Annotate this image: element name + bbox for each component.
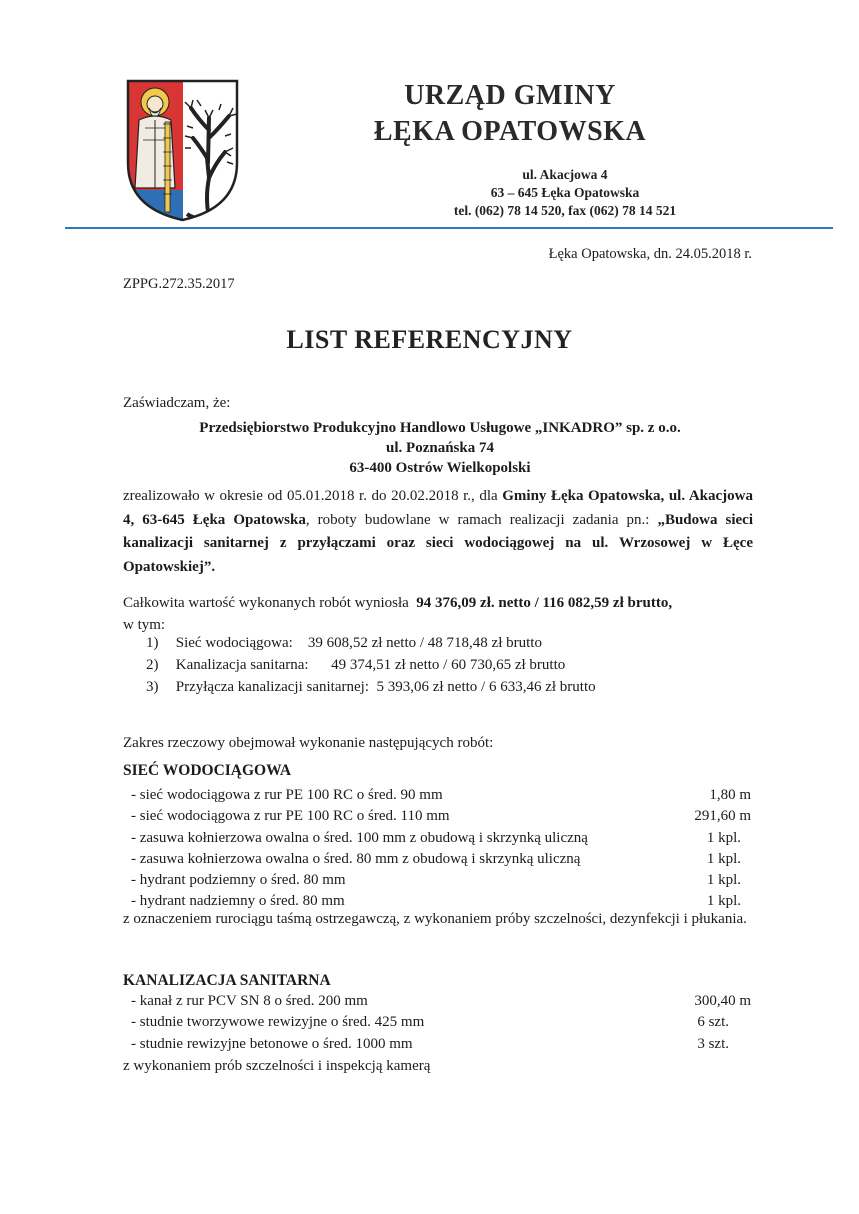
address-postal: 63 – 645 Łęka Opatowska (490, 185, 640, 200)
company-city: 63-400 Ostrów Wielkopolski (349, 460, 531, 476)
list-item (146, 654, 596, 676)
address-contact: tel. (062) 78 14 520, fax (062) 78 14 521 (453, 203, 677, 218)
item-quantity: 1 kpl. (706, 829, 741, 846)
list-item (131, 870, 751, 891)
item-label: - hydrant podziemny o śred. 80 mm (131, 872, 346, 889)
total-sub: w tym: (123, 617, 166, 633)
item-label: - studnie rewizyjne betonowe o śred. 1000 mm (131, 1035, 413, 1052)
address-street: ul. Akacjowa 4 (522, 167, 608, 182)
breakdown-label: Kanalizacja sanitarna: (175, 657, 309, 673)
sewer-items-list (131, 991, 751, 1055)
item-label: - studnie tworzywowe rewizyjne o śred. 425 mm (131, 1014, 425, 1031)
total-value-block (123, 592, 753, 636)
water-section-note: z oznaczeniem rurociągu taśmą ostrzegawczą, z wykonaniem próby szczelności, dezynfekcji i płukania. (123, 911, 747, 927)
item-label: - zasuwa kołnierzowa owalna o śred. 80 mm z obudową i skrzynką uliczną (131, 850, 581, 867)
company-block (160, 418, 720, 478)
water-section-title: SIEĆ WODOCIĄGOWA (123, 762, 292, 779)
breakdown-label: Przyłącza kanalizacji sanitarnej: (175, 679, 369, 695)
body-task-name: „Budowa sieci kanalizacji sanitarnej z przyłączami oraz sieci wodociągowej na ul. Wrzosowej w Łęce Opatowskiej”. (123, 511, 753, 575)
item-label: - sieć wodociągowa z rur PE 100 RC o śred. 90 mm (131, 787, 443, 803)
list-number: 3) (146, 679, 159, 695)
body-client: Gminy Łęka Opatowska, ul. Akacjowa 4, 63-645 Łęka Opatowska (123, 488, 753, 528)
list-item (131, 785, 751, 806)
org-name-line1: URZĄD GMINY (404, 80, 616, 111)
list-item (146, 632, 596, 654)
company-name: Przedsiębiorstwo Produkcyjno Handlowo Usługowe „INKADRO” sp. z o.o. (199, 420, 681, 436)
body-text-2: , roboty budowlane w ramach realizacji zadania pn.: (305, 511, 658, 528)
item-quantity: 6 szt. (697, 1014, 729, 1031)
org-name-line2: ŁĘKA OPATOWSKA (373, 116, 647, 147)
water-items-list (131, 785, 751, 913)
scope-intro: Zakres rzeczowy obejmował wykonanie następujących robót: (123, 735, 494, 751)
list-item (131, 1034, 751, 1055)
item-quantity: 291,60 m (694, 808, 751, 825)
list-item (131, 991, 751, 1012)
company-street: ul. Poznańska 74 (386, 440, 494, 456)
list-item (131, 1012, 751, 1033)
document-title: LIST REFERENCYJNY (286, 325, 573, 354)
item-quantity: 3 szt. (697, 1035, 729, 1052)
header-divider (65, 227, 833, 229)
total-label: Całkowita wartość wykonanych robót wyniosła (123, 595, 409, 611)
sewer-section-note: z wykonaniem prób szczelności i inspekcją kamerą (123, 1058, 431, 1074)
breakdown-value: 39 608,52 zł netto / 48 718,48 zł brutto (307, 635, 542, 651)
sewer-section-title: KANALIZACJA SANITARNA (123, 972, 331, 989)
breakdown-value: 5 393,06 zł netto / 6 633,46 zł brutto (376, 679, 596, 695)
list-item (131, 828, 751, 849)
coat-of-arms-logo (125, 78, 240, 223)
list-number: 2) (146, 657, 159, 673)
item-quantity: 1 kpl. (706, 850, 741, 867)
intro-text: Zaświadczam, że: (123, 395, 231, 411)
total-value: 94 376,09 zł. netto / 116 082,59 zł brutto, (416, 595, 673, 611)
item-quantity: 300,40 m (694, 993, 751, 1009)
item-label: - kanał z rur PCV SN 8 o śred. 200 mm (131, 993, 368, 1009)
date-line: Łęka Opatowska, dn. 24.05.2018 r. (548, 246, 752, 262)
item-quantity: 1 kpl. (706, 893, 741, 910)
breakdown-value: 49 374,51 zł netto / 60 730,65 zł brutto (331, 657, 566, 673)
body-text-1: zrealizowało w okresie od 05.01.2018 r. do 20.02.2018 r., dla (123, 488, 503, 504)
item-quantity: 1,80 m (709, 787, 751, 803)
organization-address (400, 166, 730, 220)
list-item (131, 806, 751, 827)
list-item (131, 849, 751, 870)
item-quantity: 1 kpl. (706, 872, 741, 889)
item-label: - zasuwa kołnierzowa owalna o śred. 100 mm z obudową i skrzynką uliczną (131, 829, 588, 846)
reference-number: ZPPG.272.35.2017 (123, 276, 235, 292)
cost-breakdown-list (146, 632, 596, 698)
list-number: 1) (146, 635, 159, 651)
item-label: - sieć wodociągowa z rur PE 100 RC o śred. 110 mm (131, 808, 450, 825)
body-paragraph (123, 485, 753, 579)
item-label: - hydrant nadziemny o śred. 80 mm (131, 893, 345, 910)
breakdown-label: Sieć wodociągowa: (175, 635, 293, 651)
organization-name (330, 78, 690, 150)
list-item (146, 676, 596, 698)
